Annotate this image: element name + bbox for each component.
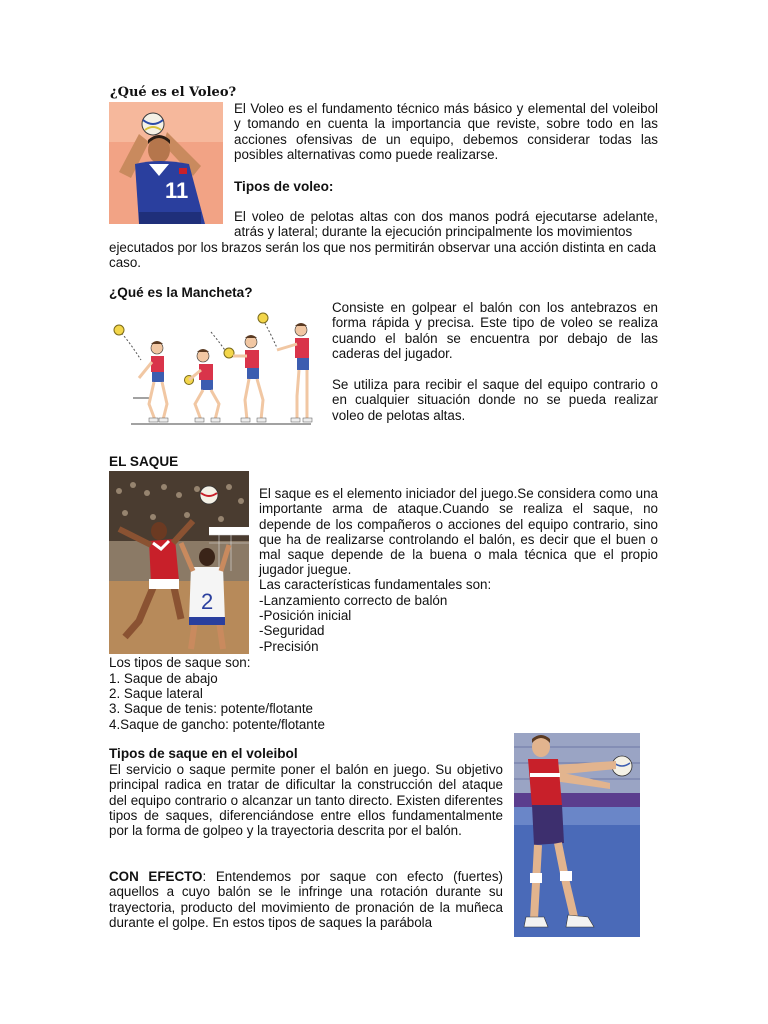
voleo-types-text: El voleo de pelotas altas con dos manos podrá ejecutarse adelante, atrás y lateral; durante la ejecución principalmente los movimientos: [234, 209, 658, 240]
voleo-heading: ¿Qué es el Voleo?: [110, 85, 237, 100]
voleo-types-heading: Tipos de voleo:: [234, 179, 334, 194]
voleo-types-text-continued: ejecutados por los brazos serán los que nos permitirán observar una acción distinta en cada caso.: [109, 240, 657, 271]
mancheta-sequence-illustration: [111, 304, 323, 429]
saque-types-intro: Los tipos de saque son:: [109, 655, 251, 670]
list-item: -Seguridad: [259, 623, 325, 639]
list-item: -Posición inicial: [259, 608, 352, 624]
list-item: 4.Saque de gancho: potente/flotante: [109, 716, 325, 732]
list-item: 3. Saque de tenis: potente/flotante: [109, 701, 313, 717]
saque-paragraph-1: El saque es el elemento iniciador del juego.Se considera como una importante arma de ataque.Cuando se realiza el saque, no depende de los compañeros o acciones del equipo contrario, sino que ha de realizarse controlando el balón, es decir que el buen o mal saque depende de la buena o mala técnica que el propio jugador juegue.: [259, 486, 658, 578]
voleo-jersey-number: 11: [165, 178, 189, 203]
mancheta-paragraph-2: Se utiliza para recibir el saque del equipo contrario o en cualquier situación donde no se pueda realizar voleo de pelotas altas.: [332, 377, 658, 423]
saque-characteristics-list: [259, 593, 447, 654]
saque-jersey-number: 2: [201, 589, 214, 614]
list-item: -Lanzamiento correcto de balón: [259, 593, 448, 608]
list-item: -Precisión: [259, 638, 319, 654]
tipos-saque-paragraph-1: El servicio o saque permite poner el balón en juego. Su objetivo principal radica en tratar de dificultar la construcción del ataque del equipo contrario o alcanzar un tanto directo. Existen diferentes tipos de saques, diferenciándose entre ellos fundamentalmente por la forma de golpeo y la trayectoria descrita por el balón.: [109, 762, 503, 839]
voleo-player-photo: [109, 102, 223, 224]
mancheta-paragraph-1: Consiste en golpear el balón con los antebrazos en forma rápida y precisa. Este tipo de voleo se realiza cuando el balón se encuentra por debajo de las caderas del jugador.: [332, 300, 658, 361]
saque-abajo-player-photo: [514, 733, 640, 937]
con-efecto-label: CON EFECTO: [109, 869, 203, 884]
saque-heading: EL SAQUE: [109, 454, 179, 469]
saque-characteristics-intro: Las características fundamentales son:: [259, 577, 492, 592]
list-item: 1. Saque de abajo: [109, 671, 218, 686]
list-item: 2. Saque lateral: [109, 686, 203, 702]
con-efecto-text: : Entendemos por saque con efecto (fuertes) aquellos a cuyo balón se le infringe una rotación durante su trayectoria, producto del movimiento de pronación de la muñeca durante el golpe. En estos tipos de saques la parábola: [109, 869, 503, 930]
saque-types-list: [109, 671, 325, 732]
con-efecto-paragraph: [109, 869, 503, 930]
tipos-saque-heading: Tipos de saque en el voleibol: [109, 746, 298, 761]
mancheta-heading: ¿Qué es la Mancheta?: [109, 285, 253, 300]
voleo-intro-text: El Voleo es el fundamento técnico más básico y elemental del voleibol y tomando en cuenta la importancia que reviste, sobre todo en las acciones ofensivas de un equipo, debemos considerar todas las posibles alternativas como puede realizarse.: [234, 101, 658, 162]
saque-match-photo: [109, 471, 249, 654]
